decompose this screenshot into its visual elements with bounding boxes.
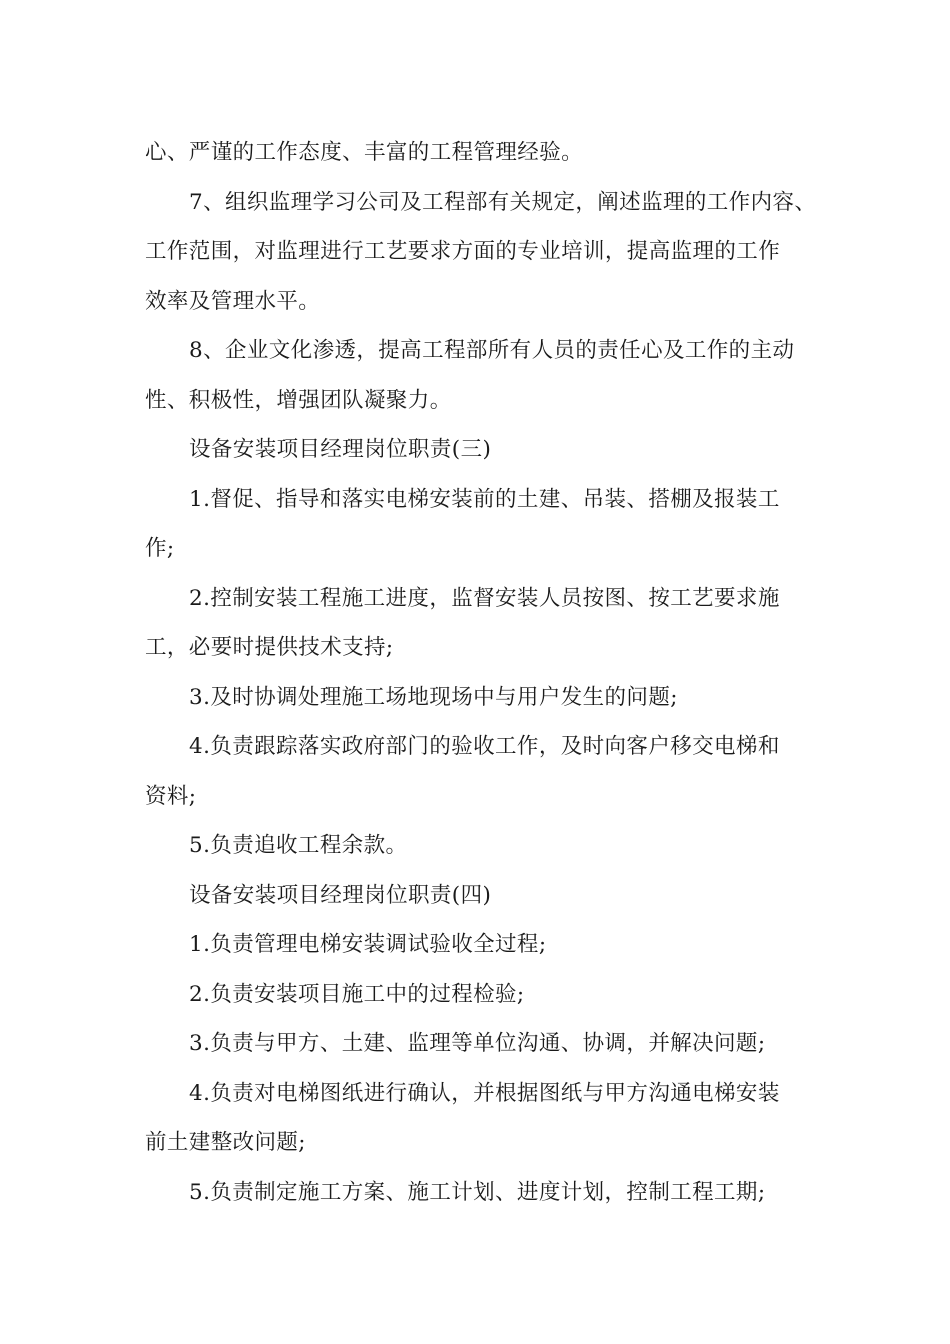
text-line: 4.负责跟踪落实政府部门的验收工作，及时向客户移交电梯和 [189,734,780,759]
text-line: 作; [145,536,175,561]
text-line: 3.负责与甲方、土建、监理等单位沟通、协调，并解决问题; [189,1031,766,1056]
text-line: 设备安装项目经理岗位职责(四) [189,882,492,908]
paragraph [145,673,810,723]
text-line: 5.负责制定施工方案、施工计划、进度计划，控制工程工期; [189,1179,766,1205]
paragraph [145,178,817,327]
text-line: 1.负责管理电梯安装调试验收全过程; [189,932,547,957]
section-heading [145,425,810,475]
paragraph [145,920,810,970]
text-line: 2.控制安装工程施工进度，监督安装人员按图、按工艺要求施 [189,585,780,611]
paragraph [145,722,810,821]
paragraph [145,1019,810,1069]
text-line: 工作范围，对监理进行工艺要求方面的专业培训，提高监理的工作 [145,239,781,264]
text-line: 3.及时协调处理施工场地现场中与用户发生的问题; [189,684,678,710]
text-line: 前土建整改问题; [145,1130,306,1155]
text-line: 5.负责追收工程余款。 [189,833,408,858]
text-line: 工，必要时提供技术支持; [145,635,394,660]
section-heading [145,871,810,921]
paragraph [145,128,810,178]
paragraph [145,821,810,871]
text-line: 设备安装项目经理岗位职责(三) [189,437,492,462]
document-body [145,128,817,1217]
text-line: 效率及管理水平。 [145,288,321,314]
paragraph [145,1069,810,1168]
text-line: 2.负责安装项目施工中的过程检验; [189,981,525,1007]
text-line: 性、积极性，增强团队凝聚力。 [145,387,452,413]
paragraph [145,326,810,425]
text-line: 1.督促、指导和落实电梯安装前的土建、吊装、搭棚及报装工 [189,486,780,512]
paragraph [145,475,810,574]
paragraph [145,1168,810,1218]
text-line: 7、组织监理学习公司及工程部有关规定，阐述监理的工作内容、 [189,189,817,215]
text-line: 资料; [145,783,197,809]
text-line: 8、企业文化渗透，提高工程部所有人员的责任心及工作的主动 [189,338,795,363]
text-line: 4.负责对电梯图纸进行确认，并根据图纸与甲方沟通电梯安装 [189,1080,780,1106]
paragraph [145,970,810,1020]
text-line: 心、严谨的工作态度、丰富的工程管理经验。 [145,140,584,165]
paragraph [145,574,810,673]
